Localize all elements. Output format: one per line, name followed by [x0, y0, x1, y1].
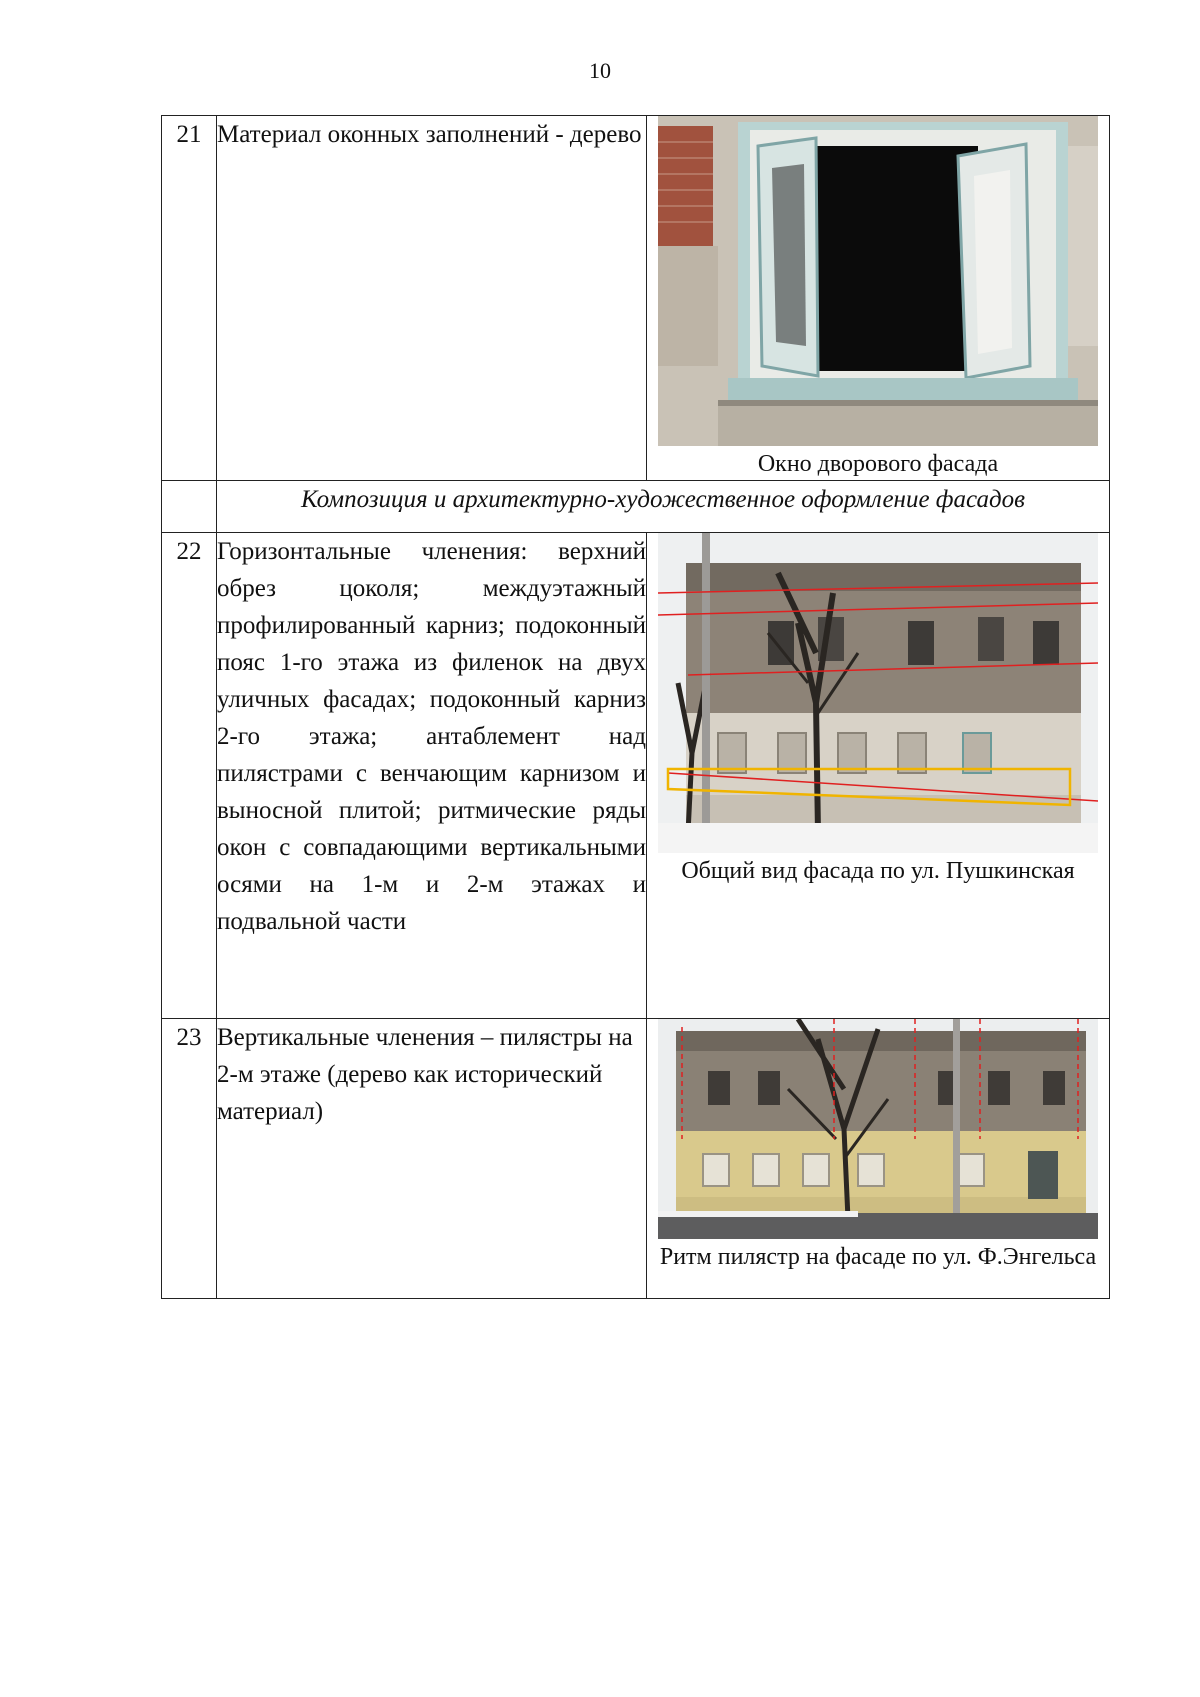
row-number: 23 — [162, 1019, 217, 1299]
photo-cell — [647, 116, 1110, 481]
table-row-22 — [162, 533, 1110, 1019]
row-description: Материал оконных заполнений - дерево — [217, 116, 647, 481]
photo-cell — [647, 1019, 1110, 1299]
table-row-21 — [162, 116, 1110, 481]
pilaster-photo-image — [658, 1019, 1098, 1239]
section-number-cell — [162, 481, 217, 533]
photo-caption: Окно дворового фасада — [757, 451, 999, 477]
photo-caption: Общий вид фасада по ул. Пушкинская — [681, 858, 1075, 884]
photo-cell — [647, 533, 1110, 1019]
table-row-23 — [162, 1019, 1110, 1299]
heritage-elements-table — [161, 115, 1110, 1299]
table-section-row — [162, 481, 1110, 533]
row-number: 22 — [162, 533, 217, 1019]
row-number: 21 — [162, 116, 217, 481]
section-title: Композиция и архитектурно-художественное оформление фасадов — [217, 481, 1110, 533]
photo-caption: Ритм пилястр на фасаде по ул. Ф.Энгельса — [659, 1244, 1097, 1270]
row-description: Вертикальные членения – пилястры на 2-м этаже (дерево как исторический материал) — [217, 1019, 647, 1299]
row-description: Горизонтальные членения: верхний обрез цоколя; междуэтажный профилированный карниз; подоконный пояс 1-го этажа из филенок на двух уличных фасадах; подоконный карниз 2-го этажа; антаблемент над пилястрами с венчающим карнизом и выносной плитой; ритмические ряды окон с совпадающими вертикальными осями на 1-м и 2-м этажах и подвальной части — [217, 533, 647, 1019]
facade-photo-image — [658, 533, 1098, 853]
photo-courtyard-window — [658, 116, 1098, 446]
photo-engelsa-facade — [658, 1019, 1098, 1239]
window-photo-image — [658, 116, 1098, 446]
photo-pushkinskaya-facade — [658, 533, 1098, 853]
page-number: 10 — [589, 58, 611, 83]
